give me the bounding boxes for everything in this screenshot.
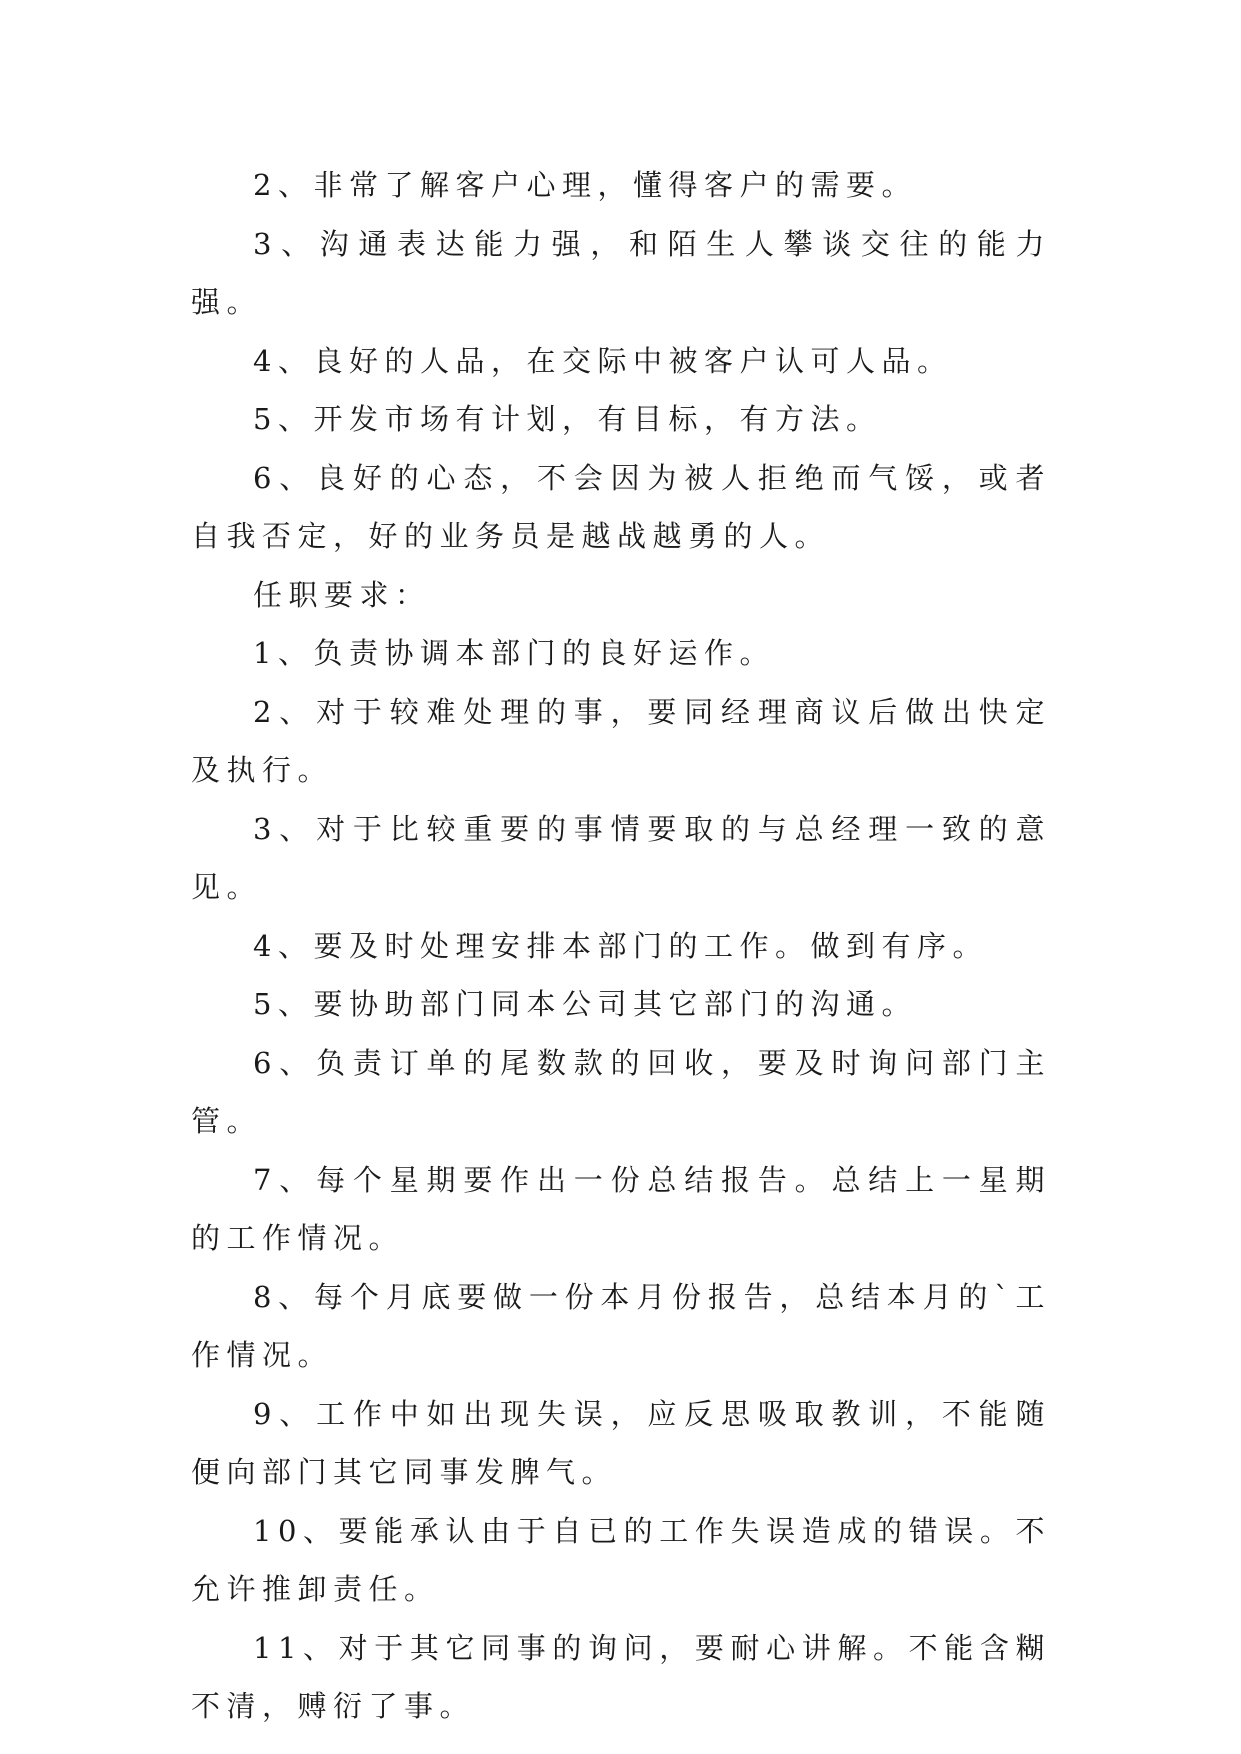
paragraph: 5、开发市场有计划，有目标，有方法。 xyxy=(253,402,882,436)
paragraph: 3、对于比较重要的事情要取的与总经理一致的意见。 xyxy=(191,811,1051,904)
paragraph: 4、要及时处理安排本部门的工作。做到有序。 xyxy=(253,928,988,963)
paragraph: 9、工作中如出现失误，应反思吸取教训，不能随便向部门其它同事发脾气。 xyxy=(191,1396,1051,1489)
paragraph: 2、对于较难处理的事，要同经理商议后做出快定及执行。 xyxy=(191,694,1051,787)
paragraph: 7、每个星期要作出一份总结报告。总结上一星期的工作情况。 xyxy=(191,1162,1051,1255)
paragraph: 6、良好的心态，不会因为被人拒绝而气馁，或者自我否定，好的业务员是越战越勇的人。 xyxy=(191,460,1051,553)
paragraph: 2、非常了解客户心理，懂得客户的需要。 xyxy=(253,168,917,202)
paragraph: 10、要能承认由于自已的工作失误造成的错误。不允许推卸责任。 xyxy=(191,1513,1051,1606)
paragraph: 11、对于其它同事的询问，要耐心讲解。不能含糊不清，赙衍了事。 xyxy=(191,1630,1051,1723)
document-body xyxy=(191,156,1051,1736)
section-heading: 任职要求： xyxy=(253,577,431,612)
paragraph: 8、每个月底要做一份本月份报告，总结本月的`工作情况。 xyxy=(191,1279,1051,1372)
paragraph: 3、沟通表达能力强，和陌生人攀谈交往的能力强。 xyxy=(191,226,1051,319)
paragraph: 6、负责订单的尾数款的回收，要及时询问部门主管。 xyxy=(191,1045,1051,1138)
paragraph: 5、要协助部门同本公司其它部门的沟通。 xyxy=(253,987,917,1021)
paragraph: 4、良好的人品，在交际中被客户认可人品。 xyxy=(253,343,953,378)
paragraph: 1、负责协调本部门的良好运作。 xyxy=(253,636,775,670)
